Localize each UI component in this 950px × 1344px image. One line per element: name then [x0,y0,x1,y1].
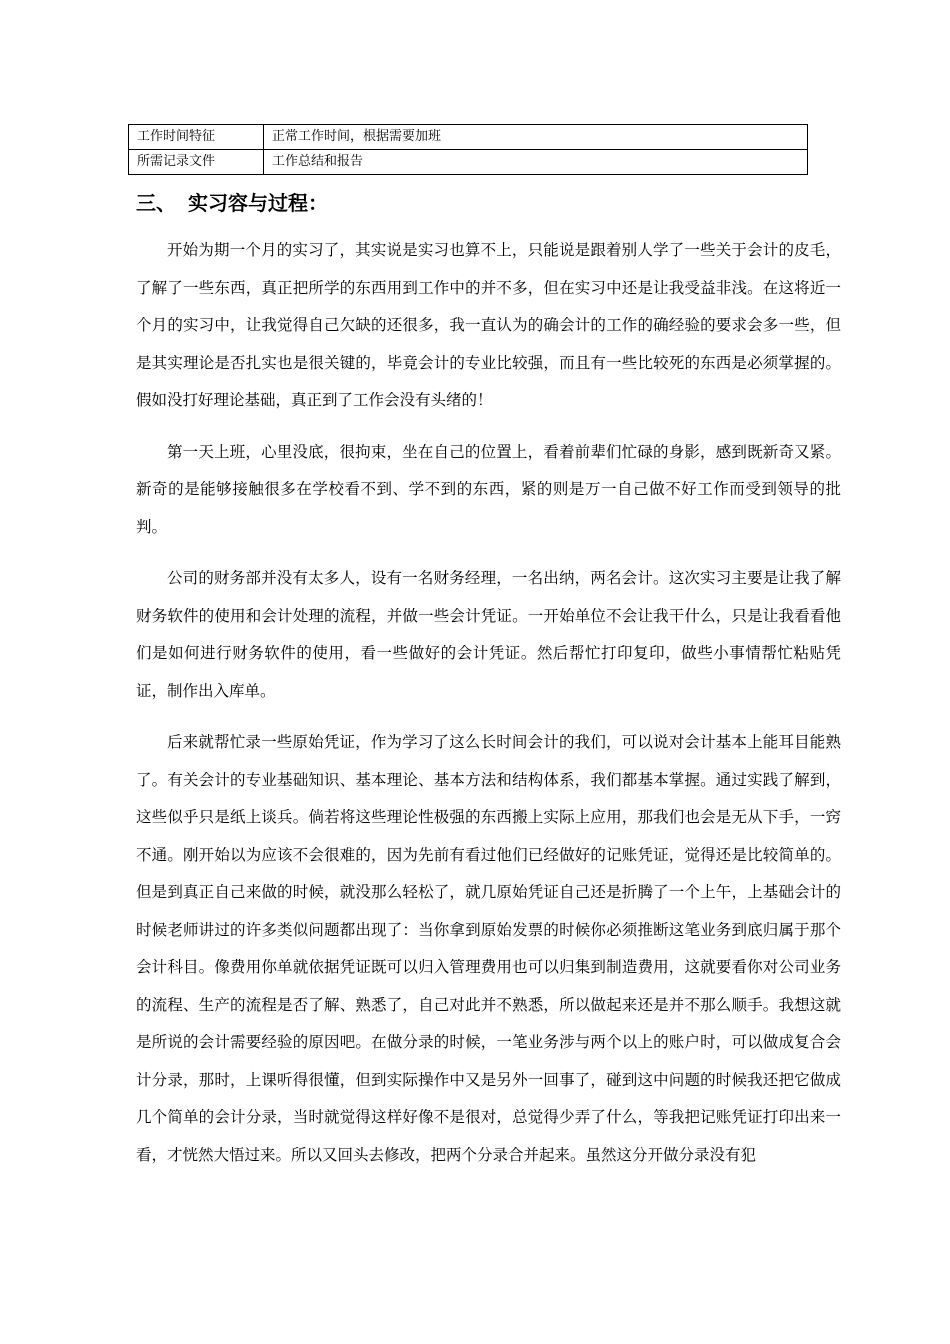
section-title: 实习容与过程： [188,191,328,215]
paragraph: 公司的财务部并没有太多人，设有一名财务经理，一名出纳，两名会计。这次实习主要是让我了解财务软件的使用和会计处理的流程，并做一些会计凭证。一开始单位不会让我干什么，只是让我看看他们是如何进行财务软件的使用，看一些做好的会计凭证。然后帮忙打印复印，做些小事情帮忙粘贴凭证，制作出入库单。 [136,569,841,700]
paragraph: 第一天上班，心里没底，很拘束，坐在自己的位置上，看着前辈们忙碌的身影，感到既新奇又紧。新奇的是能够接触很多在学校看不到、学不到的东西，紧的则是万一自己做不好工作而受到领导的批判。 [136,442,841,536]
section-number: 三、 [136,191,176,215]
table-row [129,125,808,150]
table-cell-value: 工作总结和报告 [264,150,808,175]
work-info-table [128,124,808,175]
section-heading [136,188,328,218]
table-cell-label: 工作时间特征 [129,125,264,150]
table-cell-label: 所需记录文件 [129,150,264,175]
paragraph: 开始为期一个月的实习了，其实说是实习也算不上，只能说是跟着别人学了一些关于会计的皮毛，了解了一些东西，真正把所学的东西用到工作中的并不多，但在实习中还是让我受益非浅。在这将近一个月的实习中，让我觉得自己欠缺的还很多，我一直认为的确会计的工作的确经验的要求会多一些，但是其实理论是否扎实也是很关键的，毕竟会计的专业比较强，而且有一些比较死的东西是必须掌握的。假如没打好理论基础，真正到了工作会没有头绪的！ [136,241,841,409]
table-cell-value: 正常工作时间，根据需要加班 [264,125,808,150]
paragraph: 后来就帮忙录一些原始凭证，作为学习了这么长时间会计的我们，可以说对会计基本上能耳目能熟了。有关会计的专业基础知识、基本理论、基本方法和结构体系，我们都基本掌握。通过实践了解到，这些似乎只是纸上谈兵。倘若将这些理论性极强的东西搬上实际上应用，那我们也会是无从下手，一窍不通。刚开始以为应该不会很难的，因为先前有看过他们已经做好的记账凭证，觉得还是比较简单的。但是到真正自己来做的时候，就没那么轻松了，就几原始凭证自己还是折腾了一个上午，上基础会计的时候老师讲过的许多类似问题都出现了：当你拿到原始发票的时候你必须推断这笔业务到底归属于那个会计科目。像费用你单就依据凭证既可以归入管理费用也可以归集到制造费用，这就要看你对公司业务的流程、生产的流程是否了解、熟悉了，自己对此并不熟悉，所以做起来还是并不那么顺手。我想这就是所说的会计需要经验的原因吧。在做分录的时候，一笔业务涉与两个以上的账户时，可以做成复合会计分录，那时，上课听得很懂，但到实际操作中又是另外一回事了，碰到这中问题的时候我还把它做成几个简单的会计分录，当时就觉得这样好像不是很对，总觉得少弄了什么，等我把记账凭证打印出来一看，才恍然大悟过来。所以又回头去修改，把两个分录合并起来。虽然这分开做分录没有犯 [136,733,841,1164]
body-text [136,232,841,1188]
table-row [129,150,808,175]
